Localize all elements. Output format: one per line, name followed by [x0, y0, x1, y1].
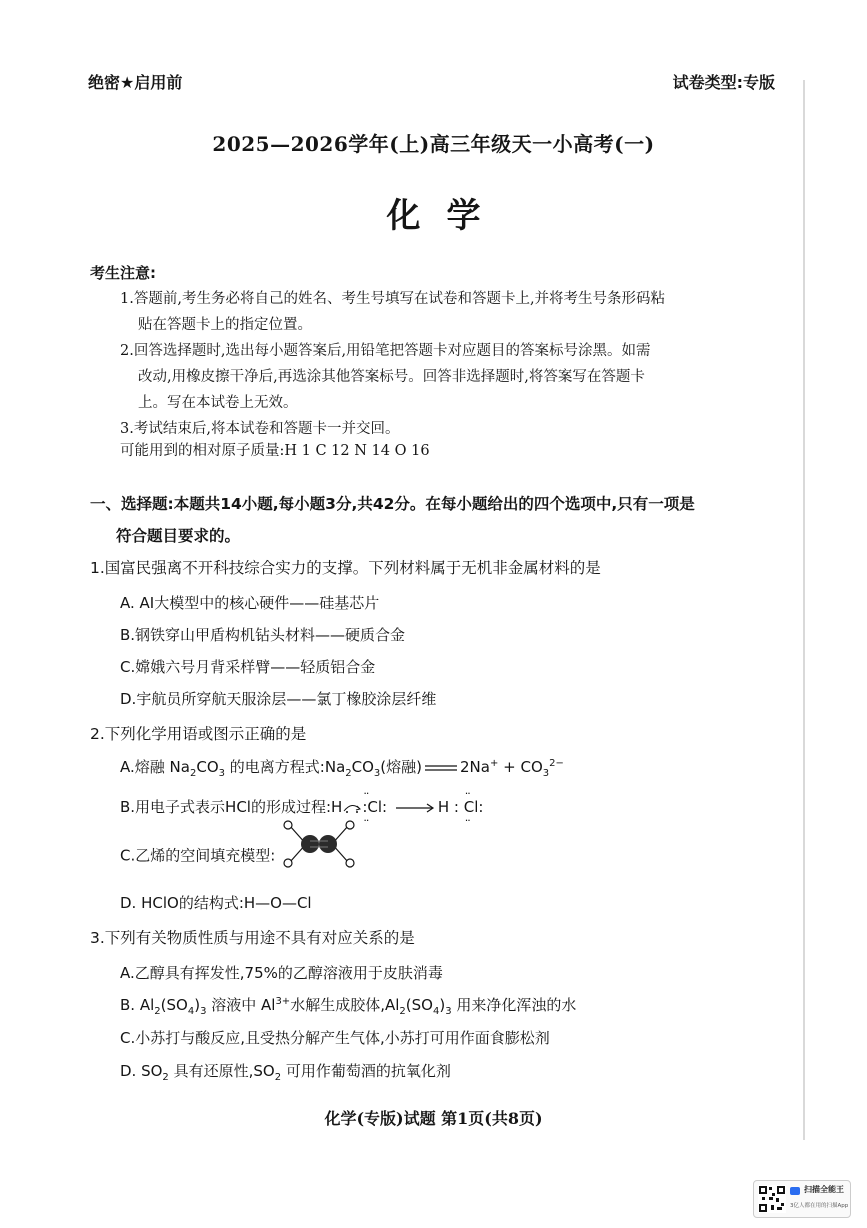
- q1-option-d: D.宇航员所穿航天服涂层——氯丁橡胶涂层纤维: [120, 690, 437, 708]
- scanner-logo-icon: [790, 1187, 800, 1195]
- q1-stem: 1.国富民强离不开科技综合实力的支撑。下列材料属于无机非金属材料的是: [90, 559, 601, 577]
- section-heading: [90, 488, 790, 552]
- equilibrium-equals-sign: [424, 763, 458, 773]
- q3-d-part1: 具有还原性,: [173, 1062, 254, 1080]
- reaction-arrow-icon: [395, 803, 435, 813]
- subject-title: 化学: [386, 196, 507, 236]
- q3-option-d: D. $SO_2$ 具有还原性$,SO_2$ 可用作葡萄酒的抗氧化剂: [120, 1062, 451, 1083]
- notice-item-3: 3.考试结束后,将本试卷和答题卡一并交回。: [120, 421, 400, 437]
- q3-b-part1: 溶液中: [211, 996, 257, 1014]
- q2-a-mid2: (熔融): [380, 758, 423, 776]
- q2-a-mid1: 的电离方程式:: [229, 758, 325, 776]
- lewis-cl-left: ·· :Cl: ··: [362, 798, 387, 816]
- scan-edge: [803, 80, 805, 1140]
- q3-b-part3: 用来净化浑浊的水: [456, 996, 577, 1014]
- notice-item-2-line2: 改动,用橡皮擦干净后,再选涂其他答案标号。回答非选择题时,将答案写在答题卡: [138, 369, 645, 385]
- q3-option-a: A.乙醇具有挥发性,75%的乙醇溶液用于皮肤消毒: [120, 964, 443, 982]
- paper-type-label: 试卷类型:专版: [672, 73, 775, 92]
- notice-heading: 考生注意:: [90, 264, 156, 282]
- q2-option-d: D. HClO的结构式:H—O—Cl: [120, 894, 312, 912]
- scanner-app-name: 扫描全能王: [804, 1185, 844, 1194]
- scanner-slogan: 3亿人都在用的扫描App: [790, 1203, 849, 1209]
- page-footer: 化学(专版)试题 第1页(共8页): [324, 1109, 543, 1128]
- qr-code-icon: [758, 1185, 786, 1213]
- q2-stem: 2.下列化学用语或图示正确的是: [90, 725, 307, 743]
- section-heading-line1: 一、选择题:本题共14小题,每小题3分,共42分。在每小题给出的四个选项中,只有一项是: [90, 495, 695, 513]
- q2-option-a: A.熔融 $Na_2CO_3$ 的电离方程式$:Na_2CO_3$(熔融) $2Na^+ + CO_3^{2-}$: [120, 758, 564, 779]
- scanner-watermark: [753, 1180, 851, 1218]
- notice-item-2: [120, 338, 785, 416]
- q2-a-prefix: A.熔融: [120, 758, 165, 776]
- q3-option-c: C.小苏打与酸反应,且受热分解产生气体,小苏打可用作面食膨松剂: [120, 1029, 550, 1047]
- electron-transfer-arrow-icon: [342, 801, 362, 815]
- q1-option-b: B.钢铁穿山甲盾构机钻头材料——硬质合金: [120, 626, 406, 644]
- q3-b-part2: 水解生成胶体,: [290, 996, 385, 1014]
- q2-a-products: 2Na: [460, 758, 490, 776]
- secrecy-label: 绝密★启用前: [88, 73, 183, 92]
- q1-option-c: C.嫦娥六号月背采样臂——轻质铝合金: [120, 658, 376, 676]
- exam-title: 2025—2026学年(上)高三年级天一小高考(一): [212, 132, 655, 156]
- q2-b-prefix: B.用电子式表示HCl的形成过程:H: [120, 798, 343, 816]
- notice-item-2-line1: 2.回答选择题时,选出每小题答案后,用铅笔把答题卡对应题目的答案标号涂黑。如需: [120, 343, 651, 359]
- q3-option-b: B. $Al_2(SO_4)_3$ 溶液中 $Al^{3+}$水解生成胶体$,Al_2(SO_4)_3$ 用来净化浑浊的水: [120, 996, 577, 1017]
- q1-option-a: A. AI大模型中的核心硬件——硅基芯片: [120, 594, 380, 612]
- section-heading-line2: 符合题目要求的。: [116, 527, 241, 545]
- q2-option-c: [120, 844, 358, 868]
- notice-item-1-line1: 1.答题前,考生务必将自己的姓名、考生号填写在试卷和答题卡上,并将考生号条形码粘: [120, 291, 666, 307]
- q3-d-part2: 可用作葡萄酒的抗氧化剂: [285, 1062, 451, 1080]
- q2-option-b: B.用电子式表示HCl的形成过程:H·· :Cl: ·· H : ·· Cl: ··: [120, 796, 483, 817]
- notice-item-2-line3: 上。写在本试卷上无效。: [138, 395, 298, 411]
- notice-item-1-line2: 贴在答题卡上的指定位置。: [138, 317, 312, 333]
- atomic-mass-line: 可能用到的相对原子质量:H 1 C 12 N 14 O 16: [120, 443, 430, 459]
- q3-stem: 3.下列有关物质性质与用途不具有对应关系的是: [90, 929, 415, 947]
- ethylene-space-filling-model-icon: [280, 820, 358, 868]
- q2-c-text: C.乙烯的空间填充模型:: [120, 846, 276, 865]
- notice-item-1: [120, 286, 785, 338]
- lewis-cl-right: ·· Cl: ··: [464, 798, 484, 816]
